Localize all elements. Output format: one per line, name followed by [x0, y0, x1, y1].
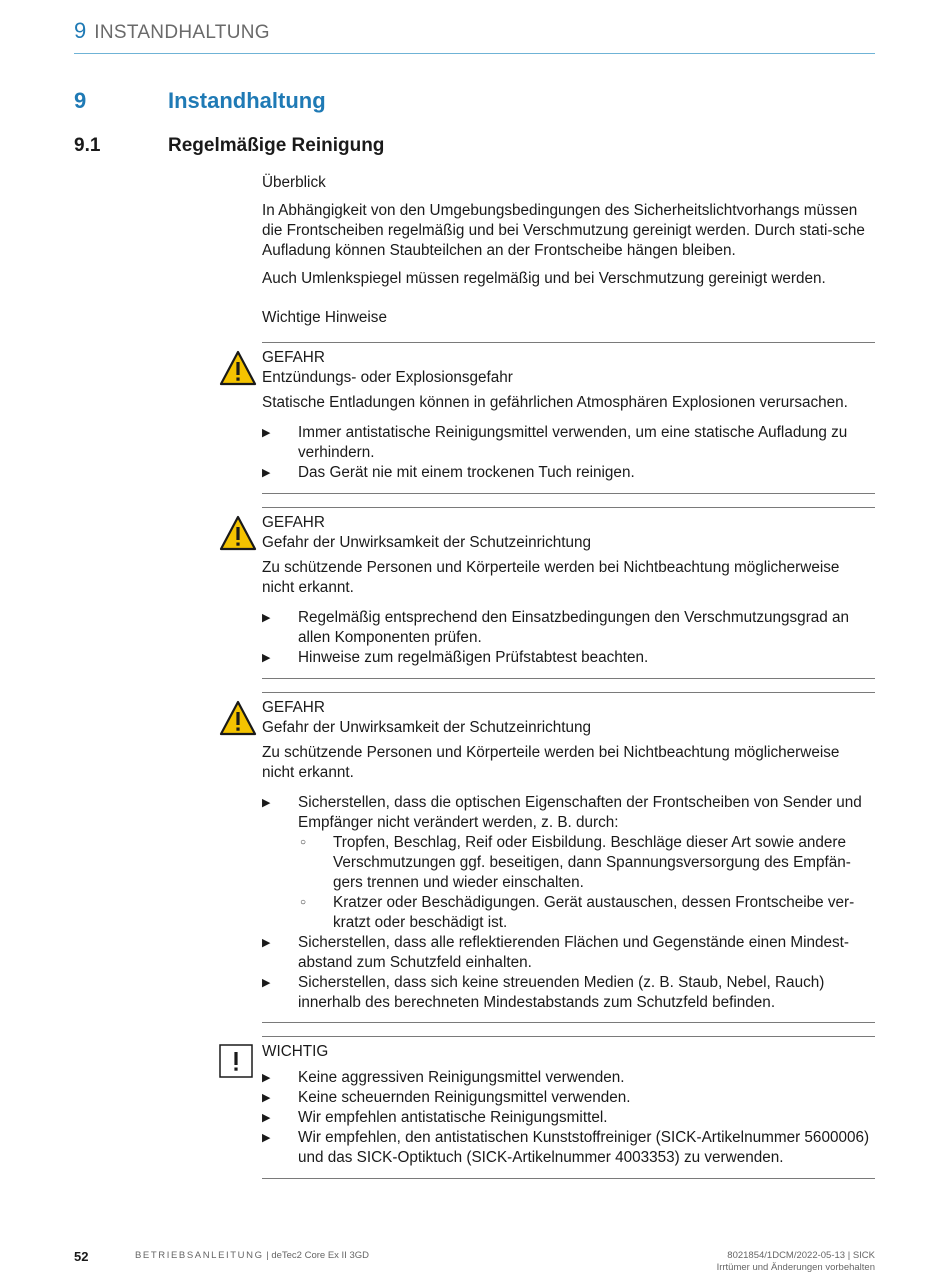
- overview-label-text: Überblick: [262, 174, 326, 191]
- warning-1-bottom-rule: [262, 493, 875, 494]
- warning-1-bullet: ▶ Immer antistatische Reinigungsmittel verwenden, um eine statische Aufladung zu verhindern.: [262, 423, 875, 463]
- warning-3-bullet: ▶ Sicherstellen, dass die optischen Eigenschaften der Frontscheiben von Sender und Empfänger nicht verändert werden, z. B. durch:: [262, 793, 875, 833]
- footer-separator: |: [263, 1250, 272, 1261]
- warning-2-content: [262, 513, 875, 668]
- warning-triangle-icon: [219, 515, 257, 551]
- warning-2-bullet: ▶ Hinweise zum regelmäßigen Prüfstabtest beachten.: [262, 648, 875, 668]
- warning-3-sub-bullet: ○ Kratzer oder Beschädigungen. Gerät austauschen, dessen Frontscheibe ver-kratzt oder beschädigt ist.: [262, 893, 875, 933]
- warning-triangle-icon: [219, 700, 257, 736]
- notice-top-rule: [262, 1036, 875, 1037]
- running-header: [74, 18, 270, 44]
- warning-2-text: Zu schützende Personen und Körperteile werden bei Nichtbeachtung möglicherweise nicht erkannt.: [262, 559, 840, 596]
- warning-1-level: GEFAHR: [262, 349, 325, 366]
- chapter-number: 9: [74, 88, 87, 113]
- overview-paragraph-1: In Abhängigkeit von den Umgebungsbedingungen des Sicherheitslichtvorhangs müssen die Frontscheiben regelmäßig und bei Verschmutzung gereinigt werden. Durch stati-sche Aufladung können Staubteilchen an der Frontscheibe hängen bleiben.: [262, 202, 865, 259]
- running-header-number: 9: [74, 18, 87, 43]
- footer-document-type: [135, 1250, 369, 1261]
- notice-bullet: ▶ Wir empfehlen, den antistatischen Kunststoffreiniger (SICK-Artikelnummer 5600006) und das SICK-Optiktuch (SICK-Artikelnummer 4003353) zu verwenden.: [262, 1128, 875, 1168]
- footer-right: [717, 1250, 875, 1274]
- warning-3-bullet: ▶ Sicherstellen, dass alle reflektierenden Flächen und Gegenstände einen Mindest-abstand zum Schutzfeld einhalten.: [262, 933, 875, 973]
- warning-2-top-rule: [262, 507, 875, 508]
- warning-3-subtitle: Gefahr der Unwirksamkeit der Schutzeinrichtung: [262, 719, 592, 736]
- notice-bullet: ▶ Wir empfehlen antistatische Reinigungsmittel.: [262, 1108, 875, 1128]
- warning-1-content: [262, 348, 875, 483]
- warning-2-level: GEFAHR: [262, 514, 325, 531]
- notice-content: [262, 1042, 875, 1168]
- notice-bottom-rule: [262, 1178, 875, 1179]
- footer-doc-id: 8021854/1DCM/2022-05-13 | SICK: [727, 1250, 875, 1261]
- running-header-title: INSTANDHALTUNG: [94, 22, 270, 43]
- page-number: 52: [74, 1249, 89, 1264]
- section-title: Regelmäßige Reinigung: [168, 135, 385, 156]
- warning-2-bullet: ▶ Regelmäßig entsprechend den Einsatzbedingungen den Verschmutzungsgrad an allen Komponenten prüfen.: [262, 608, 875, 648]
- warning-1-top-rule: [262, 342, 875, 343]
- warning-1-bullet: ▶ Das Gerät nie mit einem trockenen Tuch reinigen.: [262, 463, 875, 483]
- chapter-title: Instandhaltung: [168, 88, 326, 113]
- section-number: 9.1: [74, 135, 101, 156]
- footer-disclaimer: Irrtümer und Änderungen vorbehalten: [716, 1262, 875, 1273]
- warning-3-top-rule: [262, 692, 875, 693]
- overview-paragraph-2: Auch Umlenkspiegel müssen regelmäßig und bei Verschmutzung gereinigt werden.: [262, 270, 826, 287]
- notice-bullet: ▶ Keine aggressiven Reinigungsmittel verwenden.: [262, 1068, 875, 1088]
- footer-doc-type: BETRIEBSANLEITUNG: [135, 1250, 264, 1261]
- warning-2-subtitle: Gefahr der Unwirksamkeit der Schutzeinrichtung: [262, 534, 592, 551]
- warning-3-content: [262, 698, 875, 1013]
- warning-triangle-icon: [219, 350, 257, 386]
- warning-3-bottom-rule: [262, 1022, 875, 1023]
- important-notes-label: Wichtige Hinweise: [262, 309, 387, 326]
- header-divider: [74, 53, 875, 54]
- warning-3-bullet: ▶ Sicherstellen, dass sich keine streuenden Medien (z. B. Staub, Nebel, Rauch) innerhalb des berechneten Mindestabstands zum Schutzfeld befinden.: [262, 973, 875, 1013]
- warning-3-sub-bullet: ○ Tropfen, Beschlag, Reif oder Eisbildung. Beschläge dieser Art sowie andere Verschmutzungen ggf. beseitigen, dann Spannungsversorgung des Empfän-gers trennen und wieder einschalten.: [262, 833, 875, 893]
- exclamation-box-icon: [219, 1044, 253, 1078]
- warning-3-level: GEFAHR: [262, 699, 325, 716]
- notice-level: WICHTIG: [262, 1043, 329, 1060]
- warning-1-text: Statische Entladungen können in gefährlichen Atmosphären Explosionen verursachen.: [262, 394, 848, 411]
- warning-2-bottom-rule: [262, 678, 875, 679]
- warning-3-text: Zu schützende Personen und Körperteile werden bei Nichtbeachtung möglicherweise nicht erkannt.: [262, 744, 840, 781]
- warning-1-subtitle: Entzündungs- oder Explosionsgefahr: [262, 369, 513, 386]
- footer-product: deTec2 Core Ex II 3GD: [271, 1250, 369, 1261]
- overview-label: [262, 173, 875, 193]
- notice-bullet: ▶ Keine scheuernden Reinigungsmittel verwenden.: [262, 1088, 875, 1108]
